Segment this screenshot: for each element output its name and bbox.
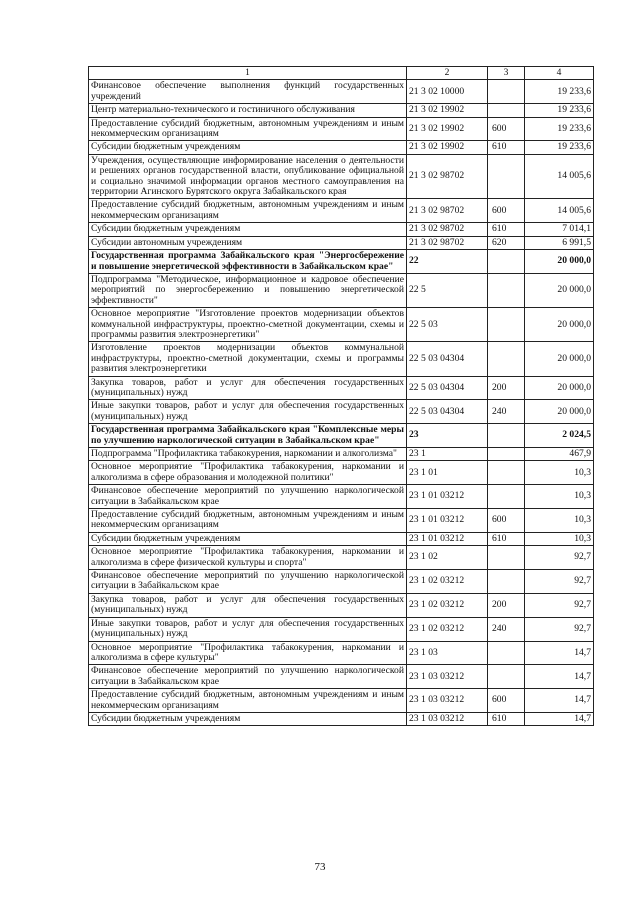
row-code-cell: 23 1 02 <box>407 546 488 570</box>
table-row <box>89 546 594 570</box>
row-name-cell: Предоставление субсидий бюджетным, автономным учреждениям и иным некоммерческим организациям <box>89 199 407 223</box>
row-name-cell: Предоставление субсидий бюджетным, автономным учреждениям и иным некоммерческим организациям <box>89 689 407 713</box>
row-name-cell: Основное мероприятие "Изготовление проектов модернизации объектов коммунальной инфраструктуры, проектно-сметной документации, схемы и программы развития электроэнергетики" <box>89 308 407 342</box>
row-code-cell: 21 3 02 98702 <box>407 199 488 223</box>
row-type-cell <box>488 342 525 376</box>
row-sum-cell: 19 233,6 <box>525 117 594 141</box>
row-type-cell <box>488 424 525 448</box>
row-name-cell: Субсидии бюджетным учреждениям <box>89 532 407 545</box>
row-code-cell: 23 1 02 03212 <box>407 593 488 617</box>
table-row <box>89 342 594 376</box>
row-code-cell: 21 3 02 19902 <box>407 104 488 117</box>
row-name-cell: Финансовое обеспечение выполнения функций государственных учреждений <box>89 80 407 104</box>
row-type-cell: 600 <box>488 117 525 141</box>
row-code-cell: 22 5 03 04304 <box>407 342 488 376</box>
row-code-cell: 22 5 03 04304 <box>407 376 488 400</box>
row-name-cell: Основное мероприятие "Профилактика табакокурения, наркомании и алкоголизма в сфере физической культуры и спорта" <box>89 546 407 570</box>
row-code-cell: 21 3 02 98702 <box>407 223 488 236</box>
row-sum-cell: 14 005,6 <box>525 154 594 199</box>
row-code-cell: 21 3 02 98702 <box>407 236 488 249</box>
row-code-cell: 23 1 01 03212 <box>407 509 488 533</box>
row-name-cell: Субсидии бюджетным учреждениям <box>89 141 407 154</box>
row-code-cell: 23 1 03 03212 <box>407 712 488 725</box>
row-sum-cell: 92,7 <box>525 593 594 617</box>
row-name-cell: Государственная программа Забайкальского края "Комплексные меры по улучшению наркологической ситуации в Забайкальском крае" <box>89 424 407 448</box>
row-code-cell: 23 1 02 03212 <box>407 617 488 641</box>
row-sum-cell: 6 991,5 <box>525 236 594 249</box>
row-name-cell: Центр материально-технического и гостиничного обслуживания <box>89 104 407 117</box>
row-code-cell: 23 1 01 03212 <box>407 485 488 509</box>
table-row <box>89 593 594 617</box>
row-name-cell: Изготовление проектов модернизации объектов коммунальной инфраструктуры, проектно-сметной документации, схемы и программы развития электроэнергетики <box>89 342 407 376</box>
row-sum-cell: 20 000,0 <box>525 273 594 307</box>
row-sum-cell: 14,7 <box>525 641 594 665</box>
row-sum-cell: 19 233,6 <box>525 104 594 117</box>
row-name-cell: Финансовое обеспечение мероприятий по улучшению наркологической ситуации в Забайкальском крае <box>89 570 407 594</box>
row-sum-cell: 467,9 <box>525 448 594 461</box>
table-row <box>89 104 594 117</box>
row-name-cell: Субсидии автономным учреждениям <box>89 236 407 249</box>
row-name-cell: Подпрограмма "Профилактика табакокурения, наркомании и алкоголизма" <box>89 448 407 461</box>
row-type-cell: 240 <box>488 617 525 641</box>
row-name-cell: Иные закупки товаров, работ и услуг для обеспечения государственных (муниципальных) нужд <box>89 400 407 424</box>
row-sum-cell: 2 024,5 <box>525 424 594 448</box>
row-code-cell: 22 5 03 <box>407 308 488 342</box>
table-row <box>89 641 594 665</box>
row-sum-cell: 10,3 <box>525 485 594 509</box>
row-code-cell: 21 3 02 19902 <box>407 141 488 154</box>
table-row <box>89 80 594 104</box>
row-sum-cell: 20 000,0 <box>525 376 594 400</box>
row-code-cell: 23 1 01 03212 <box>407 532 488 545</box>
row-type-cell <box>488 250 525 274</box>
row-type-cell <box>488 641 525 665</box>
row-type-cell: 610 <box>488 223 525 236</box>
row-type-cell: 600 <box>488 509 525 533</box>
table-row <box>89 117 594 141</box>
header-col-2: 2 <box>407 67 488 80</box>
row-type-cell <box>488 461 525 485</box>
table-row <box>89 376 594 400</box>
row-code-cell: 23 1 03 03212 <box>407 689 488 713</box>
row-name-cell: Субсидии бюджетным учреждениям <box>89 712 407 725</box>
table-row <box>89 461 594 485</box>
table-row <box>89 154 594 199</box>
row-sum-cell: 20 000,0 <box>525 400 594 424</box>
row-type-cell: 610 <box>488 532 525 545</box>
row-sum-cell: 14,7 <box>525 665 594 689</box>
row-sum-cell: 92,7 <box>525 617 594 641</box>
row-type-cell <box>488 273 525 307</box>
row-name-cell: Учреждения, осуществляющие информирование населения о деятельности и решениях органов государственной власти, опубликование официальной и социально значимой информации органов местного самоуправления на территории Агинского Бурятского округа Забайкальского края <box>89 154 407 199</box>
row-name-cell: Подпрограмма "Методическое, информационное и кадровое обеспечение мероприятий по энергосбережению и повышению энергетической эффективности" <box>89 273 407 307</box>
row-type-cell <box>488 80 525 104</box>
row-type-cell <box>488 308 525 342</box>
table-row <box>89 400 594 424</box>
row-name-cell: Иные закупки товаров, работ и услуг для обеспечения государственных (муниципальных) нужд <box>89 617 407 641</box>
row-name-cell: Закупка товаров, работ и услуг для обеспечения государственных (муниципальных) нужд <box>89 593 407 617</box>
row-name-cell: Финансовое обеспечение мероприятий по улучшению наркологической ситуации в Забайкальском крае <box>89 665 407 689</box>
row-sum-cell: 10,3 <box>525 461 594 485</box>
table-row <box>89 236 594 249</box>
row-sum-cell: 92,7 <box>525 570 594 594</box>
table-row <box>89 570 594 594</box>
row-code-cell: 23 1 01 <box>407 461 488 485</box>
row-type-cell: 620 <box>488 236 525 249</box>
row-type-cell <box>488 154 525 199</box>
row-type-cell <box>488 665 525 689</box>
table-row <box>89 424 594 448</box>
row-type-cell: 600 <box>488 199 525 223</box>
table-row <box>89 223 594 236</box>
table-row <box>89 532 594 545</box>
row-type-cell: 240 <box>488 400 525 424</box>
table-header-row <box>89 67 594 80</box>
row-name-cell: Финансовое обеспечение мероприятий по улучшению наркологической ситуации в Забайкальском крае <box>89 485 407 509</box>
row-name-cell: Субсидии бюджетным учреждениям <box>89 223 407 236</box>
row-code-cell: 22 5 03 04304 <box>407 400 488 424</box>
row-name-cell: Основное мероприятие "Профилактика табакокурения, наркомании и алкоголизма в сфере образования и молодежной политики" <box>89 461 407 485</box>
row-sum-cell: 20 000,0 <box>525 308 594 342</box>
row-sum-cell: 14 005,6 <box>525 199 594 223</box>
row-code-cell: 23 1 03 03212 <box>407 665 488 689</box>
table-row <box>89 712 594 725</box>
table-row <box>89 199 594 223</box>
row-code-cell: 23 <box>407 424 488 448</box>
row-type-cell <box>488 104 525 117</box>
row-sum-cell: 7 014,1 <box>525 223 594 236</box>
row-type-cell: 610 <box>488 141 525 154</box>
row-code-cell: 23 1 03 <box>407 641 488 665</box>
row-sum-cell: 92,7 <box>525 546 594 570</box>
row-type-cell: 200 <box>488 376 525 400</box>
row-type-cell <box>488 485 525 509</box>
row-sum-cell: 10,3 <box>525 509 594 533</box>
budget-table <box>88 66 594 726</box>
row-name-cell: Государственная программа Забайкальского края "Энергосбережение и повышение энергетической эффективности в Забайкальском крае" <box>89 250 407 274</box>
table-row <box>89 665 594 689</box>
table-row <box>89 617 594 641</box>
row-code-cell: 23 1 <box>407 448 488 461</box>
row-sum-cell: 20 000,0 <box>525 342 594 376</box>
row-code-cell: 22 <box>407 250 488 274</box>
row-code-cell: 22 5 <box>407 273 488 307</box>
row-type-cell: 610 <box>488 712 525 725</box>
row-type-cell <box>488 570 525 594</box>
row-type-cell: 600 <box>488 689 525 713</box>
row-name-cell: Закупка товаров, работ и услуг для обеспечения государственных (муниципальных) нужд <box>89 376 407 400</box>
row-sum-cell: 19 233,6 <box>525 141 594 154</box>
row-sum-cell: 14,7 <box>525 712 594 725</box>
row-name-cell: Предоставление субсидий бюджетным, автономным учреждениям и иным некоммерческим организациям <box>89 117 407 141</box>
table-row <box>89 509 594 533</box>
row-name-cell: Предоставление субсидий бюджетным, автономным учреждениям и иным некоммерческим организациям <box>89 509 407 533</box>
page-number: 73 <box>314 861 326 873</box>
header-col-4: 4 <box>525 67 594 80</box>
table-row <box>89 448 594 461</box>
row-code-cell: 21 3 02 19902 <box>407 117 488 141</box>
row-code-cell: 23 1 02 03212 <box>407 570 488 594</box>
table-row <box>89 250 594 274</box>
table-row <box>89 273 594 307</box>
row-sum-cell: 20 000,0 <box>525 250 594 274</box>
row-sum-cell: 19 233,6 <box>525 80 594 104</box>
row-name-cell: Основное мероприятие "Профилактика табакокурения, наркомании и алкоголизма в сфере культуры" <box>89 641 407 665</box>
row-type-cell <box>488 546 525 570</box>
row-type-cell: 200 <box>488 593 525 617</box>
header-col-1: 1 <box>89 67 407 80</box>
table-row <box>89 689 594 713</box>
row-code-cell: 21 3 02 98702 <box>407 154 488 199</box>
table-body <box>89 80 594 726</box>
table-row <box>89 308 594 342</box>
row-sum-cell: 14,7 <box>525 689 594 713</box>
row-sum-cell: 10,3 <box>525 532 594 545</box>
table-row <box>89 141 594 154</box>
table-row <box>89 485 594 509</box>
header-col-3: 3 <box>488 67 525 80</box>
row-code-cell: 21 3 02 10000 <box>407 80 488 104</box>
row-type-cell <box>488 448 525 461</box>
